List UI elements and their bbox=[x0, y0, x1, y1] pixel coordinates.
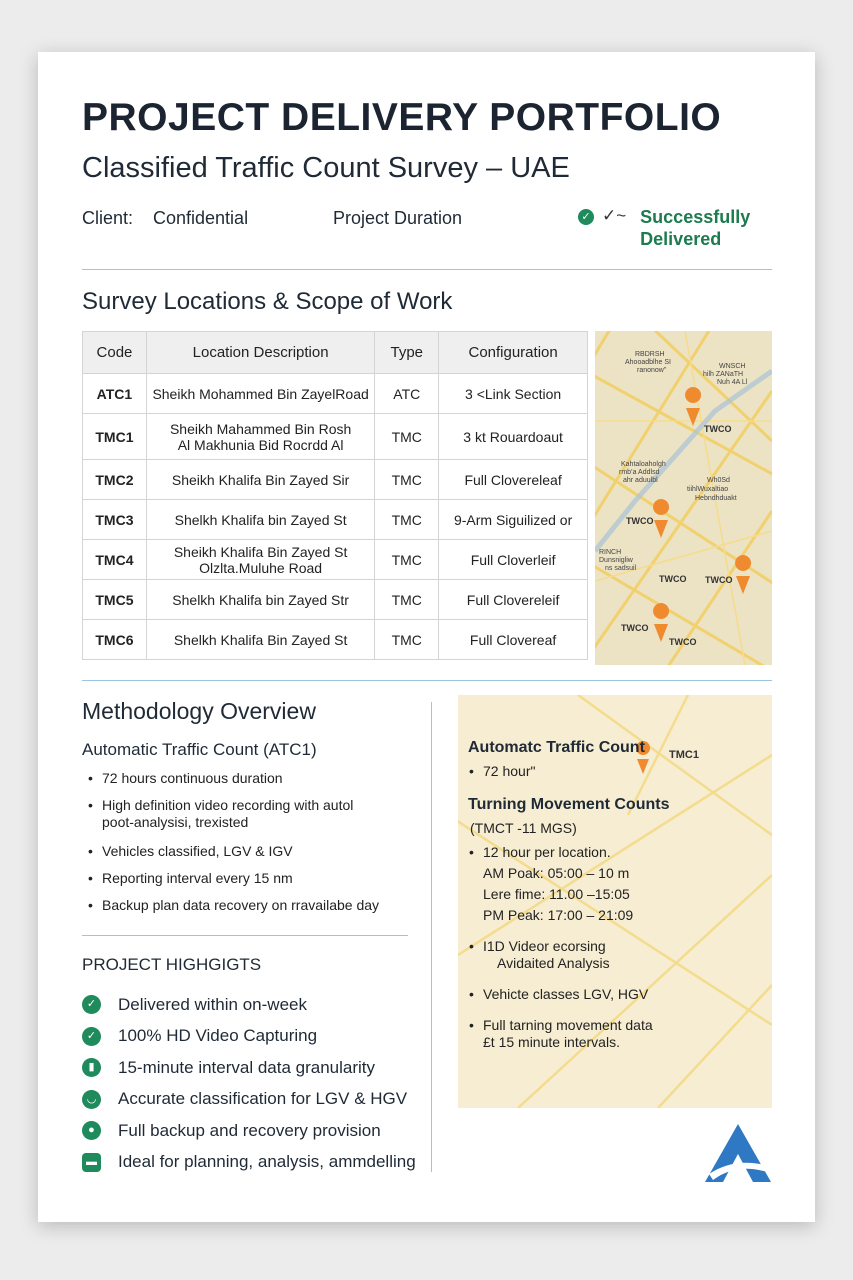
cell-code: ATC1 bbox=[83, 374, 147, 414]
map-text: RINCH bbox=[599, 549, 622, 556]
highlight-item bbox=[82, 1021, 416, 1053]
check-circle-icon: ✓ bbox=[82, 995, 101, 1014]
highlight-item bbox=[82, 1084, 416, 1116]
col-header-code: Code bbox=[83, 332, 147, 374]
cell-type: TMC bbox=[375, 460, 439, 500]
cell-code: TMC2 bbox=[83, 460, 147, 500]
cell-config: 3 <Link Section bbox=[439, 374, 588, 414]
methodology-heading: Methodology Overview bbox=[82, 698, 316, 724]
check-circle-icon: ✓ bbox=[578, 209, 594, 225]
list-item-text: Avidaited Analysis bbox=[497, 955, 610, 971]
map-label: TWCO bbox=[704, 424, 732, 434]
atc-title: Automatic Traffic Count (ATC1) bbox=[82, 740, 317, 759]
briefcase-icon: ▬ bbox=[82, 1153, 101, 1172]
panel-tmc-sub: (TMCT -11 MGS) bbox=[470, 820, 577, 836]
cell-location-line: Sheikh Mahammed Bin Rosh bbox=[169, 420, 352, 437]
cell-config: 9-Arm Siguilized or bbox=[439, 500, 588, 540]
table-row bbox=[83, 414, 588, 460]
map-text: RBDRSH bbox=[635, 351, 665, 358]
map-text: ranonow" bbox=[637, 367, 667, 374]
cell-code: TMC6 bbox=[83, 620, 147, 660]
list-item-text: poot-analysisi, trexisted bbox=[102, 814, 249, 830]
cell-location bbox=[146, 460, 374, 500]
company-logo-icon bbox=[703, 1122, 773, 1184]
highlight-text: Full backup and recovery provision bbox=[118, 1120, 381, 1140]
map-text: ahr aduulbl bbox=[623, 477, 658, 484]
highlight-item bbox=[82, 1147, 416, 1179]
map-label: TWCO bbox=[705, 575, 733, 585]
cell-type: TMC bbox=[375, 500, 439, 540]
map-text: ns sadsuil bbox=[605, 565, 637, 572]
table-row bbox=[83, 460, 588, 500]
highlight-text: 15-minute interval data granularity bbox=[118, 1057, 376, 1077]
column-divider bbox=[431, 702, 432, 1172]
col-header-configuration: Configuration bbox=[439, 332, 588, 374]
cell-code: TMC4 bbox=[83, 540, 147, 580]
cell-config: Full Cloverleif bbox=[439, 540, 588, 580]
list-item bbox=[463, 938, 763, 972]
highlights-heading: PROJECT HIGHGIGTS bbox=[82, 955, 262, 974]
cell-config: Full Clovereleif bbox=[439, 580, 588, 620]
cell-type: TMC bbox=[375, 580, 439, 620]
highlights-divider bbox=[82, 935, 408, 936]
status-text bbox=[640, 206, 770, 250]
gauge-icon: ◡ bbox=[82, 1090, 101, 1109]
cell-location bbox=[146, 580, 374, 620]
status-line-1: Successfully bbox=[640, 207, 751, 227]
cell-location bbox=[146, 374, 374, 414]
cell-type: TMC bbox=[375, 620, 439, 660]
map-text: Ahooadblhe SI bbox=[625, 359, 671, 366]
map-pin-icon bbox=[685, 387, 701, 426]
cell-location bbox=[146, 540, 374, 580]
highlights-list bbox=[82, 989, 416, 1178]
header-divider bbox=[82, 269, 772, 270]
map-text: hilh ZANaTH bbox=[703, 371, 744, 378]
map-pin-icon bbox=[653, 499, 669, 538]
check-circle-icon: ✓ bbox=[82, 1027, 101, 1046]
cell-location-line: Shelkh Khalifa bin Zayed Str bbox=[172, 591, 349, 608]
list-item-text: 12 hour per location. bbox=[483, 844, 611, 860]
cell-type: TMC bbox=[375, 414, 439, 460]
col-header-type: Type bbox=[375, 332, 439, 374]
panel-atc-title: Automatc Traffic Count bbox=[468, 739, 645, 756]
cell-location-line: Sheikh Khalifa Bin Zayed St bbox=[173, 543, 348, 560]
list-item bbox=[82, 843, 402, 860]
map-label: TWCO bbox=[659, 574, 687, 584]
list-item-text: 72 hour" bbox=[483, 763, 536, 779]
cell-location-line: Al Makhunia Bid Rocrdd Al bbox=[177, 436, 344, 453]
cell-location-line: Shelkh Khalifa bin Zayed St bbox=[174, 511, 347, 528]
cell-location-line: Sheikh Mohammed Bin ZayelRoad bbox=[152, 385, 369, 402]
panel-map-label: TMC1 bbox=[669, 749, 699, 761]
list-item-text: £t 15 minute intervals. bbox=[483, 1034, 620, 1050]
cell-config: Full Clovereaf bbox=[439, 620, 588, 660]
map-label: TWCO bbox=[626, 516, 654, 526]
table-row bbox=[83, 620, 588, 660]
client-value: Confidential bbox=[153, 208, 249, 228]
list-item-text: Full tarning movement data bbox=[483, 1017, 653, 1033]
cell-config: 3 kt Rouardoaut bbox=[439, 414, 588, 460]
table-row bbox=[83, 374, 588, 414]
pulse-icon: ✓~ bbox=[602, 206, 627, 225]
client-label: Client: bbox=[82, 208, 134, 228]
list-item-text: 72 hours continuous duration bbox=[102, 770, 283, 786]
col-header-location: Location Description bbox=[146, 332, 374, 374]
cell-code: TMC3 bbox=[83, 500, 147, 540]
list-item-text: PM Peak: 17:00 – 21:09 bbox=[483, 907, 634, 923]
cell-location-line: Shelkh Khalifa Bin Zayed St bbox=[173, 631, 348, 648]
cell-location bbox=[146, 500, 374, 540]
list-item-text: AM Poak: 05:00 – 10 m bbox=[483, 865, 630, 881]
portfolio-sheet bbox=[38, 52, 815, 1222]
map-pins bbox=[595, 331, 772, 665]
list-item bbox=[82, 797, 402, 831]
map-text: WNSCH bbox=[719, 363, 746, 370]
page-title: PROJECT DELIVERY PORTFOLIO bbox=[82, 96, 722, 139]
page-subtitle: Classified Traffic Count Survey – UAE bbox=[82, 152, 570, 184]
highlight-item bbox=[82, 989, 416, 1021]
section-divider bbox=[82, 680, 772, 681]
table-row bbox=[83, 540, 588, 580]
panel-tmc-list bbox=[463, 844, 763, 1061]
list-item bbox=[463, 986, 763, 1003]
project-duration-label: Project Duration bbox=[333, 208, 463, 228]
delivery-status bbox=[578, 206, 770, 250]
list-item bbox=[82, 770, 402, 787]
table-row bbox=[83, 500, 588, 540]
cell-code: TMC5 bbox=[83, 580, 147, 620]
map-text: Hebndhduakt bbox=[695, 495, 737, 502]
map-pin-icon bbox=[735, 555, 751, 594]
highlight-item bbox=[82, 1115, 416, 1147]
panel-atc-list bbox=[463, 763, 663, 790]
cell-location-line: Sheikh Khalifa Bin Zayed Sir bbox=[171, 471, 350, 488]
cell-config: Full Clovereleaf bbox=[439, 460, 588, 500]
cell-location-line: Olzlta.Muluhe Road bbox=[199, 559, 323, 576]
map-text: tiihlWuxaltiao bbox=[687, 486, 729, 493]
cell-code: TMC1 bbox=[83, 414, 147, 460]
highlight-text: Ideal for planning, analysis, ammdelling bbox=[118, 1152, 416, 1172]
highlight-text: 100% HD Video Capturing bbox=[118, 1026, 318, 1046]
list-item-text: Lere fime: 11.00 –15:05 bbox=[483, 886, 630, 902]
list-item-text: I1D Videor ecorsing bbox=[483, 938, 606, 954]
atc-list bbox=[82, 770, 402, 924]
list-item bbox=[463, 763, 663, 780]
cell-type: TMC bbox=[375, 540, 439, 580]
cell-type: ATC bbox=[375, 374, 439, 414]
highlight-item bbox=[82, 1052, 416, 1084]
chart-icon: ▮ bbox=[82, 1058, 101, 1077]
list-item-text: High definition video recording with autol bbox=[102, 797, 354, 813]
map-text: rmb’a Addlsd bbox=[619, 469, 660, 476]
cell-location bbox=[146, 414, 374, 460]
list-item bbox=[463, 1017, 763, 1051]
list-item bbox=[463, 844, 763, 924]
map-label: TWCO bbox=[669, 637, 697, 647]
panel-tmc-title: Turning Movement Counts bbox=[468, 796, 670, 813]
survey-heading: Survey Locations & Scope of Work bbox=[82, 288, 453, 315]
highlight-text: Delivered within on-week bbox=[118, 994, 307, 1014]
map-text: Wh0Sd bbox=[707, 477, 730, 484]
cell-location bbox=[146, 620, 374, 660]
highlight-text: Accurate classification for LGV & HGV bbox=[118, 1089, 408, 1109]
survey-table bbox=[82, 331, 588, 660]
table-row bbox=[83, 580, 588, 620]
list-item bbox=[82, 897, 402, 914]
list-item-text: Vehicles classified, LGV & IGV bbox=[102, 843, 293, 859]
list-item-text: Reporting interval every 15 nm bbox=[102, 870, 293, 886]
table-header-row bbox=[83, 332, 588, 374]
locations-map[interactable] bbox=[595, 331, 772, 665]
list-item-text: Vehicte classes LGV, HGV bbox=[483, 986, 649, 1002]
status-line-2: Delivered bbox=[640, 229, 722, 249]
map-text: Dunsnigliw bbox=[599, 557, 633, 564]
list-item bbox=[82, 870, 402, 887]
map-text: Nuh 4A Ll bbox=[717, 379, 748, 386]
target-icon: ● bbox=[82, 1121, 101, 1140]
map-label: TWCO bbox=[621, 623, 649, 633]
map-text: Kahtaloaholgh bbox=[621, 461, 666, 468]
list-item-text: Backup plan data recovery on rravailabe day bbox=[102, 897, 380, 913]
map-pin-icon bbox=[653, 603, 669, 642]
